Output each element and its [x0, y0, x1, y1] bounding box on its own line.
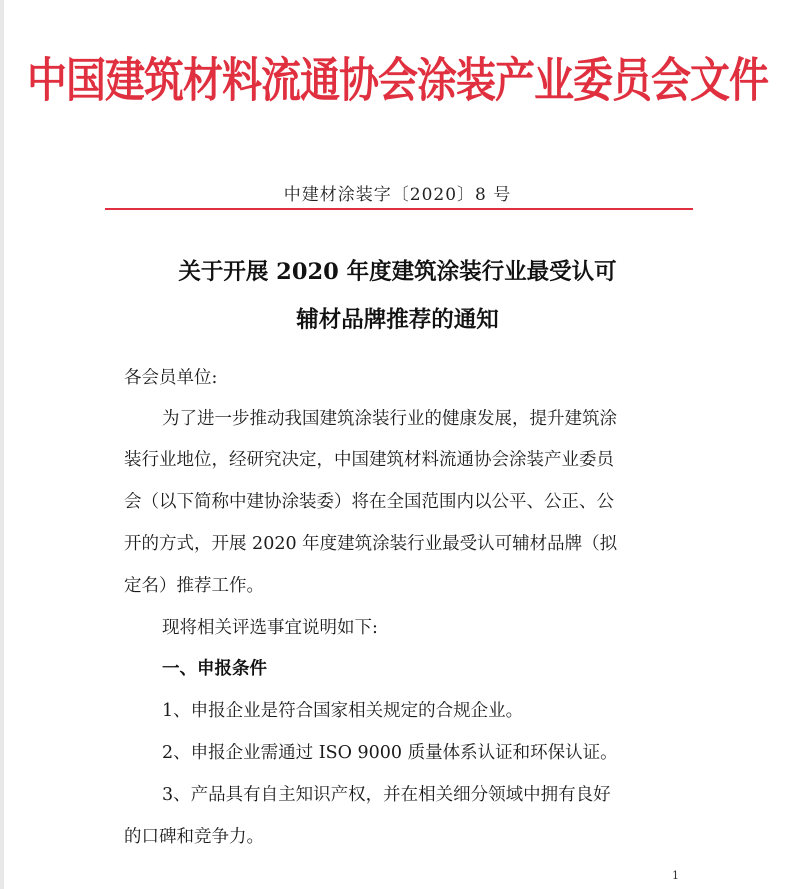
issuer-title: 中国建筑材料流通协会涂装产业委员会文件: [27, 53, 768, 109]
red-divider-rule: [105, 208, 693, 210]
condition-item: 3、产品具有自主知识产权，并在相关细分领域中拥有良好: [162, 785, 611, 805]
paragraph2: 现将相关评选事宜说明如下:: [162, 618, 378, 638]
paragraph1-line: 会（以下简称中建协涂装委）将在全国范围内以公平、公正、公: [124, 492, 614, 512]
salutation: 各会员单位:: [124, 368, 218, 388]
paragraph1-line: 为了进一步推动我国建筑涂装行业的健康发展，提升建筑涂: [162, 409, 617, 429]
paragraph1-line: 定名）推荐工作。: [124, 576, 264, 596]
notice-title-line-2: 辅材品牌推荐的通知: [296, 307, 499, 333]
notice-title-line-1: 关于开展 2020 年度建筑涂装行业最受认可: [178, 259, 617, 285]
condition-item: 2、申报企业需通过 ISO 9000 质量体系认证和环保认证。: [162, 743, 618, 763]
condition-item: 1、申报企业是符合国家相关规定的合规企业。: [162, 701, 524, 721]
paragraph1-line: 装行业地位，经研究决定，中国建筑材料流通协会涂装产业委员: [124, 450, 614, 470]
condition-continuation: 的口碑和竞争力。: [124, 827, 264, 847]
page-number: 1: [672, 869, 679, 882]
paragraph1-line: 开的方式，开展 2020 年度建筑涂装行业最受认可辅材品牌（拟: [124, 534, 618, 554]
page-edge: [0, 0, 4, 889]
document-number: 中建材涂装字〔2020〕8 号: [283, 185, 512, 205]
section-heading: 一、申报条件: [162, 659, 267, 679]
